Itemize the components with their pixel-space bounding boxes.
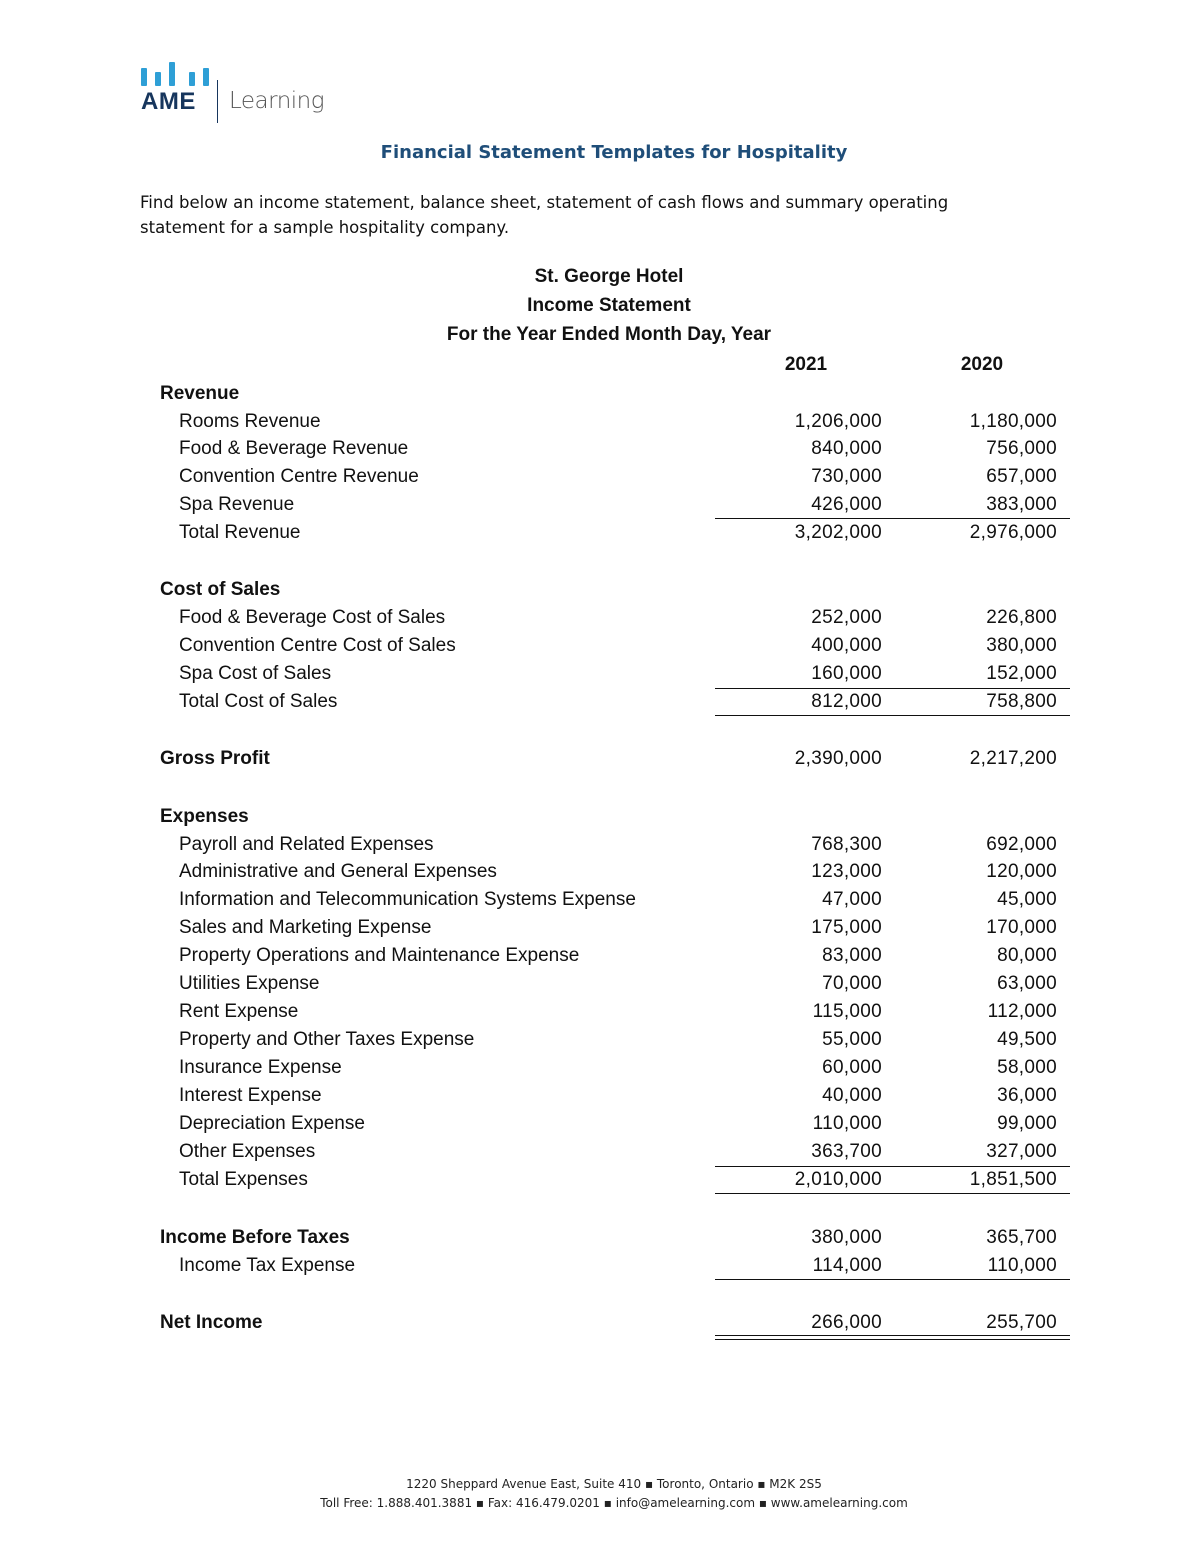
section-label: Cost of Sales (160, 579, 281, 600)
value-2021: 768,300 (811, 834, 882, 855)
value-2021: 114,000 (812, 1255, 882, 1276)
line-item-label: Rent Expense (179, 1001, 299, 1022)
value-2020: 692,000 (986, 834, 1057, 855)
value-2021: 2,390,000 (794, 748, 882, 769)
line-item-label: Property and Other Taxes Expense (179, 1029, 475, 1050)
document-title: Financial Statement Templates for Hospitality (380, 142, 848, 163)
value-2020: 380,000 (986, 635, 1057, 656)
line-item-row (160, 466, 1070, 494)
value-2020: 383,000 (986, 494, 1057, 515)
line-item-row (160, 834, 1070, 862)
income-before-taxes-row (160, 1227, 1070, 1255)
total-rule (890, 715, 1070, 716)
value-2021: 3,202,000 (794, 522, 882, 543)
value-2020: 45,000 (997, 889, 1057, 910)
total-rule (890, 1193, 1070, 1194)
value-2020: 758,800 (986, 691, 1057, 712)
line-item-label: Sales and Marketing Expense (179, 917, 432, 938)
line-item-row (160, 1001, 1070, 1029)
subtotal-rule (890, 1166, 1070, 1167)
value-2020: 49,500 (997, 1029, 1057, 1050)
logo-brand: AME (141, 88, 196, 115)
line-item-label: Income Tax Expense (179, 1255, 356, 1276)
ame-learning-logo (141, 56, 325, 126)
value-2020: 657,000 (986, 466, 1057, 487)
value-2021: 55,000 (822, 1029, 882, 1050)
line-item-row (160, 1085, 1070, 1113)
line-item-label: Interest Expense (179, 1085, 322, 1106)
value-2021: 400,000 (811, 635, 882, 656)
footer-contact: Toll Free: 1.888.401.3881 ▪ Fax: 416.479.0201 ▪ info@amelearning.com ▪ www.amelearning.com (320, 1496, 908, 1510)
double-rule-bottom (890, 1339, 1070, 1340)
intro-paragraph: Find below an income statement, balance sheet, statement of cash flows and summary operating statement for a sample hospitality company. (140, 193, 949, 237)
section-heading-expenses (160, 806, 1070, 834)
value-2020: 120,000 (986, 861, 1057, 882)
value-2021: 840,000 (811, 438, 882, 459)
line-item-label: Food & Beverage Revenue (179, 438, 409, 459)
subtotal-rule (890, 688, 1070, 689)
total-label: Total Revenue (179, 522, 301, 543)
value-2020: 36,000 (997, 1085, 1057, 1106)
line-item-row (160, 861, 1070, 889)
total-label: Total Cost of Sales (179, 691, 338, 712)
total-rule (715, 715, 890, 716)
section-label: Gross Profit (160, 748, 270, 769)
subtotal-rule (715, 1279, 890, 1280)
line-item-label: Utilities Expense (179, 973, 320, 994)
statement-period: For the Year Ended Month Day, Year (446, 324, 772, 345)
value-2020: 365,700 (986, 1227, 1057, 1248)
line-item-label: Spa Cost of Sales (179, 663, 332, 684)
year-column-2021: 2021 (784, 354, 828, 375)
line-item-label: Administrative and General Expenses (179, 861, 497, 882)
value-2021: 380,000 (811, 1227, 882, 1248)
line-item-row (160, 635, 1070, 663)
value-2020: 152,000 (986, 663, 1057, 684)
total-label: Total Expenses (179, 1169, 308, 1190)
value-2021: 123,000 (811, 861, 882, 882)
line-item-row (160, 411, 1070, 439)
value-2020: 80,000 (997, 945, 1057, 966)
line-item-row (160, 1057, 1070, 1085)
line-item-label: Other Expenses (179, 1141, 316, 1162)
double-rule-bottom (715, 1339, 890, 1340)
total-row-revenue (160, 522, 1070, 550)
value-2020: 58,000 (997, 1057, 1057, 1078)
value-2021: 252,000 (811, 607, 882, 628)
value-2021: 115,000 (812, 1001, 882, 1022)
value-2020: 2,217,200 (969, 748, 1057, 769)
line-item-label: Convention Centre Revenue (179, 466, 419, 487)
section-label: Net Income (160, 1312, 263, 1333)
line-item-row (160, 945, 1070, 973)
subtotal-rule (890, 1279, 1070, 1280)
line-item-label: Payroll and Related Expenses (179, 834, 434, 855)
value-2021: 83,000 (822, 945, 882, 966)
section-label: Income Before Taxes (160, 1227, 350, 1248)
value-2020: 63,000 (997, 973, 1057, 994)
value-2020: 226,800 (986, 607, 1057, 628)
double-rule-top (715, 1335, 890, 1336)
line-item-row (160, 1113, 1070, 1141)
value-2020: 1,851,500 (969, 1169, 1057, 1190)
company-name: St. George Hotel (534, 266, 684, 287)
value-2020: 170,000 (986, 917, 1057, 938)
value-2021: 812,000 (811, 691, 882, 712)
line-item-label: Spa Revenue (179, 494, 295, 515)
logo-sub: Learning (229, 88, 325, 114)
subtotal-rule (715, 688, 890, 689)
value-2020: 110,000 (987, 1255, 1057, 1276)
line-item-label: Rooms Revenue (179, 411, 321, 432)
line-item-label: Depreciation Expense (179, 1113, 365, 1134)
line-item-label: Food & Beverage Cost of Sales (179, 607, 446, 628)
line-item-row (160, 1029, 1070, 1057)
total-rule (715, 1193, 890, 1194)
value-2021: 160,000 (811, 663, 882, 684)
line-item-row (160, 607, 1070, 635)
value-2020: 112,000 (987, 1001, 1057, 1022)
value-2020: 99,000 (997, 1113, 1057, 1134)
value-2020: 1,180,000 (969, 411, 1057, 432)
line-item-row (160, 438, 1070, 466)
value-2021: 70,000 (822, 973, 882, 994)
value-2021: 730,000 (811, 466, 882, 487)
section-heading-revenue (160, 383, 1070, 411)
value-2021: 40,000 (822, 1085, 882, 1106)
line-item-label: Property Operations and Maintenance Expense (179, 945, 580, 966)
value-2021: 363,700 (811, 1141, 882, 1162)
logo-divider (217, 80, 218, 123)
value-2021: 2,010,000 (794, 1169, 882, 1190)
line-item-row (160, 973, 1070, 1001)
value-2021: 60,000 (822, 1057, 882, 1078)
gross-profit-row (160, 748, 1070, 776)
section-label: Revenue (160, 383, 240, 404)
line-item-row (160, 663, 1070, 691)
statement-name: Income Statement (527, 295, 691, 316)
line-item-label: Convention Centre Cost of Sales (179, 635, 456, 656)
value-2021: 47,000 (822, 889, 882, 910)
subtotal-rule (890, 518, 1070, 519)
subtotal-rule (715, 518, 890, 519)
value-2021: 1,206,000 (794, 411, 882, 432)
value-2021: 426,000 (811, 494, 882, 515)
logo-bars-icon (141, 56, 213, 86)
value-2020: 2,976,000 (969, 522, 1057, 543)
value-2021: 266,000 (811, 1312, 882, 1333)
value-2020: 255,700 (986, 1312, 1057, 1333)
value-2021: 110,000 (812, 1113, 882, 1134)
line-item-label: Insurance Expense (179, 1057, 342, 1078)
section-heading-cost-of-sales (160, 579, 1070, 607)
line-item-row (160, 1141, 1070, 1169)
footer-address: 1220 Sheppard Avenue East, Suite 410 ▪ Toronto, Ontario ▪ M2K 2S5 (406, 1477, 822, 1491)
value-2020: 327,000 (986, 1141, 1057, 1162)
double-rule-top (890, 1335, 1070, 1336)
line-item-row (160, 917, 1070, 945)
value-2020: 756,000 (986, 438, 1057, 459)
year-column-2020: 2020 (960, 354, 1004, 375)
line-item-row (160, 889, 1070, 917)
subtotal-rule (715, 1166, 890, 1167)
value-2021: 175,000 (811, 917, 882, 938)
line-item-label: Information and Telecommunication Systems Expense (179, 889, 636, 910)
section-label: Expenses (160, 806, 249, 827)
